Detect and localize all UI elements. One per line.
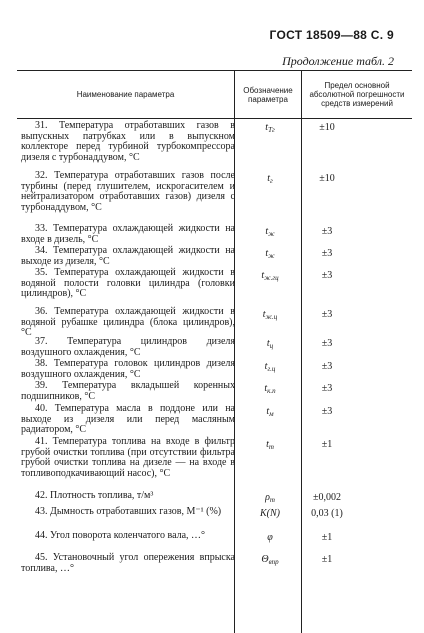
error-limit: ±1 — [321, 532, 333, 543]
error-limit: ±3 — [321, 406, 333, 417]
parameter-name: 39. Температура вкладышей коренных подшипников, °С — [21, 380, 235, 402]
symbol-subscript: ж.ц — [265, 313, 278, 321]
symbol-subscript: ж — [268, 230, 275, 238]
parameter-symbol: $t_{к.п}$ — [264, 383, 276, 395]
parameter-name: 31. Температура отработавших газов в выпускных патрубках или в выпускном коллекторе перед турбиной турбокомпрессора дизеля с турбонаддувом, °С — [21, 120, 235, 163]
symbol-subscript: г.ц — [267, 365, 276, 373]
parameter-name: 34. Температура охлаждающей жидкости на выходе из дизеля, °С — [21, 245, 235, 267]
error-limit: ±3 — [321, 226, 333, 237]
parameter-name: 41. Температура топлива на входе в фильтр грубой очистки топлива (при отсутствии фильтра грубой очистки топлива на дизеле — на входе в топливоподкачивающий насос), °С — [21, 436, 235, 479]
error-limit: ±3 — [321, 361, 333, 372]
parameter-symbol: $t_{г.ц}$ — [264, 361, 276, 373]
parameter-symbol: $t_{ж.ц}$ — [262, 309, 278, 321]
parameter-name: 37. Температура цилиндров дизеля воздушного охлаждения, °С — [21, 336, 235, 358]
error-limit: 0,03 (1) — [311, 508, 343, 519]
symbol-subscript: м — [269, 410, 274, 418]
table-continuation: Продолжение табл. 2 — [282, 54, 394, 68]
error-limit: ±1 — [321, 439, 333, 450]
parameter-symbol: $t_ц$ — [266, 338, 274, 350]
parameter-name: 43. Дымность отработавших газов, М⁻¹ (%) — [35, 506, 222, 517]
header-name: Наименование параметра — [76, 90, 175, 99]
parameter-name: 44. Угол поворота коленчатого вала, …° — [35, 530, 206, 541]
error-limit: ±3 — [321, 248, 333, 259]
parameter-symbol: $t_{ж.гц}$ — [261, 270, 279, 282]
parameter-name: 33. Температура охлаждающей жидкости на входе в дизель, °С — [21, 223, 235, 245]
parameter-symbol: $\Theta_{впр}$ — [261, 554, 279, 566]
symbol-subscript: т — [269, 496, 275, 504]
symbol-subscript: т — [268, 443, 274, 451]
parameters-table — [17, 70, 412, 633]
parameter-name: 36. Температура охлаждающей жидкости в водяной рубашке цилиндра (блока цилиндров), °С — [21, 306, 235, 338]
parameter-symbol: $t_г$ — [267, 173, 273, 185]
parameter-name: 40. Температура масла в поддоне или на выходе из дизеля или перед масляным радиатором, °С — [21, 403, 235, 435]
error-limit: ±3 — [321, 383, 333, 394]
table-header — [17, 71, 412, 119]
column-divider — [301, 71, 302, 633]
error-limit: ±3 — [321, 270, 333, 281]
symbol-subscript: ц — [269, 342, 274, 350]
symbol-subscript: ж — [268, 252, 275, 260]
parameter-symbol: $\rho_т$ — [265, 492, 275, 504]
error-limit: ±1 — [321, 554, 333, 565]
error-limit: ±0,002 — [313, 492, 341, 503]
page-header: ГОСТ 18509—88 С. 9 — [269, 28, 394, 42]
parameter-symbol: $t_т$ — [266, 439, 274, 451]
header-symbol: Обозначение параметра — [243, 85, 293, 104]
header-error: Предел основной абсолютной погрешности средств измерений — [309, 81, 405, 108]
error-limit: ±10 — [319, 173, 335, 184]
error-limit: ±10 — [319, 122, 335, 133]
error-limit: ±3 — [321, 309, 333, 320]
parameter-symbol: $t_ж$ — [265, 248, 275, 260]
symbol-subscript: г — [270, 177, 273, 185]
parameter-name: 35. Температура охлаждающей жидкости в водяной полости головки цилиндра (головки цилиндров), °С — [21, 267, 235, 299]
symbol-subscript: к.п — [267, 387, 276, 395]
parameter-symbol: φ — [267, 532, 273, 543]
symbol-subscript: ж.гц — [264, 274, 279, 282]
parameter-name: 42. Плотность топлива, т/м³ — [35, 490, 154, 501]
symbol-subscript: впр — [268, 558, 279, 566]
parameter-name: 38. Температура головок цилиндров дизеля воздушного охлаждения, °С — [21, 358, 235, 380]
parameter-symbol: $t_м$ — [266, 406, 274, 418]
parameter-name: 32. Температура отработавших газов после турбины (перед глушителем, искрогасителем и нейтрализатором отработавших газов) дизеля с турбонаддувом, °С — [21, 170, 235, 213]
parameter-symbol: $t_{Tг}$ — [265, 122, 275, 134]
symbol-subscript: Tг — [268, 126, 275, 134]
error-limit: ±3 — [321, 338, 333, 349]
parameter-symbol: K(N) — [260, 508, 280, 519]
parameter-symbol: $t_ж$ — [265, 226, 275, 238]
parameter-name: 45. Установочный угол опережения впрыска топлива, …° — [21, 552, 235, 574]
